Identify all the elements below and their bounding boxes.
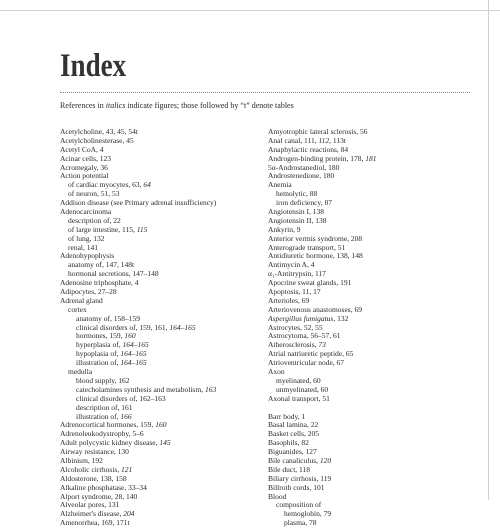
index-subentry	[268, 519, 468, 528]
entry-text: Adenocarcinoma	[60, 207, 112, 217]
entry-text: illustration of,	[76, 411, 121, 421]
entry-text: cortex	[68, 304, 87, 314]
entry-text: hemoglobin, 79	[284, 509, 332, 519]
entry-figure-ref: 120	[319, 455, 332, 465]
entry-text: Alport syndrome, 28, 140	[60, 491, 138, 501]
entry-text: renal, 141	[68, 242, 98, 252]
entry-text: Amenorrhea, 169, 171t	[60, 518, 130, 528]
entry-text-after: , 113t	[329, 135, 346, 145]
entry-figure-ref: 164–165	[169, 322, 196, 332]
entry-text: of cardiac myocytes, 63,	[68, 180, 144, 190]
entry-text: Acinar cells, 123	[60, 153, 112, 163]
title-divider	[60, 92, 470, 93]
page-edge-top	[0, 10, 500, 11]
entry-text: iron deficiency, 87	[276, 198, 332, 208]
entry-text: Amyotrophic lateral sclerosis, 56	[268, 127, 368, 136]
entry-text: Adipocytes, 27–28	[60, 287, 117, 297]
note-text-italic: italics	[105, 101, 126, 110]
entry-figure-ref: 64	[143, 180, 151, 190]
entry-text: Angiotensin II, 138	[268, 215, 327, 225]
entry-text: plasma, 78	[284, 518, 317, 528]
entry-text: Androgen-binding protein, 178,	[268, 153, 366, 163]
entry-text: Arterioles, 69	[268, 295, 310, 305]
index-note	[60, 101, 480, 111]
entry-text: anatomy of, 158–159	[76, 313, 140, 323]
entry-text: blood supply, 162	[76, 375, 130, 385]
entry-text: Adenosine triphosphate, 4	[60, 278, 139, 288]
entry-text: Angiotensin I, 138	[268, 207, 325, 217]
page-edge-right	[488, 0, 489, 500]
entry-text: Alkaline phosphatase, 33–34	[60, 482, 147, 492]
index-entry	[268, 359, 468, 368]
entry-text: Apoptosis, 11, 17	[268, 287, 321, 297]
entry-text: Blood	[268, 491, 287, 501]
page-title: Index	[60, 48, 127, 84]
entry-text: hemolytic, 88	[276, 189, 318, 199]
entry-text: Acetylcholine, 43, 45, 54t	[60, 127, 138, 136]
entry-figure-ref: 160	[124, 331, 136, 341]
entry-text: catecholamines synthesis and metabolism,	[76, 384, 205, 394]
entry-text: Axon	[268, 367, 285, 377]
entry-text: Alcoholic cirrhosis,	[60, 464, 122, 474]
entry-text: composition of	[276, 500, 322, 510]
entry-figure-ref: 163	[204, 384, 217, 394]
entry-text: Barr body, 1	[268, 411, 306, 421]
entry-text: Atherosclerosis,	[268, 340, 319, 350]
entry-text: medulla	[68, 367, 93, 377]
entry-text: Anemia	[268, 180, 292, 190]
entry-text: illustration of,	[76, 358, 121, 368]
entry-text: Apocrine sweat glands, 191	[268, 278, 352, 288]
entry-figure-ref: 166	[120, 411, 132, 421]
entry-figure-ref: 112	[318, 135, 330, 145]
entry-figure-ref: 115	[136, 224, 148, 234]
entry-text: Basophils, 82	[268, 438, 309, 448]
entry-text: Astrocytoma, 56–57, 61	[268, 331, 341, 341]
entry-figure-ref: 204	[123, 509, 135, 519]
entry-text: 5α-Androstanediol, 180	[268, 162, 340, 172]
entry-text: clinical disorders of, 159, 161,	[76, 322, 170, 332]
entry-text: Biguanides, 127	[268, 447, 317, 457]
entry-text: Arteriovenous anastomoses, 69	[268, 304, 362, 314]
entry-text: Alzheimer's disease,	[60, 509, 124, 519]
index-entry	[268, 395, 468, 404]
entry-text: anatomy of, 147, 148t	[68, 260, 135, 270]
entry-text: Acetyl CoA, 4	[60, 144, 104, 154]
entry-text: Aldosterone, 138, 158	[60, 473, 127, 483]
entry-text: Androstenedione, 180	[268, 171, 335, 181]
entry-text: Billroth cords, 101	[268, 482, 325, 492]
entry-text: Addison disease (see Primary adrenal insufficiency)	[60, 198, 217, 208]
entry-text: of lung, 132	[68, 233, 105, 243]
index-entry	[60, 297, 260, 306]
entry-text: myelinated, 60	[276, 375, 321, 385]
note-text-before: References in	[60, 101, 106, 110]
entry-figure-ref: Aspergillus fumigatus	[268, 313, 334, 323]
entry-text: hyperplasia of,	[76, 340, 123, 350]
entry-text: description of, 22	[68, 215, 121, 225]
entry-text: of large intestine, 115,	[68, 224, 137, 234]
entry-text: Axonal transport, 51	[268, 393, 330, 403]
entry-text: Bile canaliculus,	[268, 455, 320, 465]
entry-text: Albinism, 192	[60, 455, 103, 465]
entry-text: Adult polycystic kidney disease,	[60, 438, 160, 448]
entry-text: Alveolar pores, 131	[60, 500, 120, 510]
entry-text: Bile duct, 118	[268, 464, 311, 474]
entry-text: Adenohypophysis	[60, 251, 115, 261]
entry-text: Basal lamina, 22	[268, 420, 319, 430]
entry-text: description of, 161	[76, 402, 133, 412]
entry-figure-ref: 160	[155, 420, 167, 430]
entry-text: Adrenal gland	[60, 295, 103, 305]
entry-text: Anaphylactic reactions, 84	[268, 144, 349, 154]
entry-figure-ref: 164–165	[120, 358, 147, 368]
entry-text: Basket cells, 205	[268, 429, 320, 439]
entry-text: Airway resistance, 130	[60, 447, 129, 457]
entry-text-after: , 132	[333, 313, 349, 323]
entry-text: Acetylcholinesterase, 45	[60, 135, 134, 145]
entry-figure-ref: 73	[318, 340, 326, 350]
entry-text: Atrioventricular node, 67	[268, 358, 345, 368]
entry-text: hormones, 159,	[76, 331, 125, 341]
entry-text: Adrenocortical hormones, 159,	[60, 420, 156, 430]
index-entry	[268, 172, 468, 181]
entry-text: Astrocytes, 52, 55	[268, 322, 323, 332]
entry-figure-ref: 145	[159, 438, 171, 448]
index-column-left	[60, 128, 260, 528]
entry-text: Antidiuretic hormone, 138, 148	[268, 251, 363, 261]
entry-text: α₁-Antitrypsin, 117	[268, 269, 326, 279]
entry-text: unmyelinated, 60	[276, 384, 329, 394]
entry-figure-ref: 121	[121, 464, 133, 474]
index-column-right	[268, 128, 468, 528]
entry-figure-ref: 164–165	[120, 349, 147, 359]
entry-text: Biliary cirrhosis, 119	[268, 473, 332, 483]
index-entry	[268, 484, 468, 493]
index-entry	[60, 519, 260, 528]
entry-figure-ref: 181	[365, 153, 377, 163]
entry-text: Acromegaly, 36	[60, 162, 108, 172]
entry-text: hormonal secretions, 147–148	[68, 269, 159, 279]
entry-text: Anal canal, 111,	[268, 135, 319, 145]
entry-text: hypoplasia of,	[76, 349, 121, 359]
entry-text: Atrial natriuretic peptide, 65	[268, 349, 354, 359]
note-text-after: indicate figures; those followed by “t” denote tables	[125, 101, 294, 110]
entry-text: Ankyrin, 9	[268, 224, 301, 234]
entry-text: Action potential	[60, 171, 109, 181]
entry-figure-ref: 164–165	[122, 340, 149, 350]
entry-text: Anterograde transport, 51	[268, 242, 346, 252]
entry-text: Adrenoleukodystrophy, 5–6	[60, 429, 144, 439]
entry-text: clinical disorders of, 162–163	[76, 393, 166, 403]
entry-text: Antimycin A, 4	[268, 260, 315, 270]
entry-text: of neuron, 51, 53	[68, 189, 120, 199]
entry-text: Anterior vermis syndrome, 208	[268, 233, 363, 243]
